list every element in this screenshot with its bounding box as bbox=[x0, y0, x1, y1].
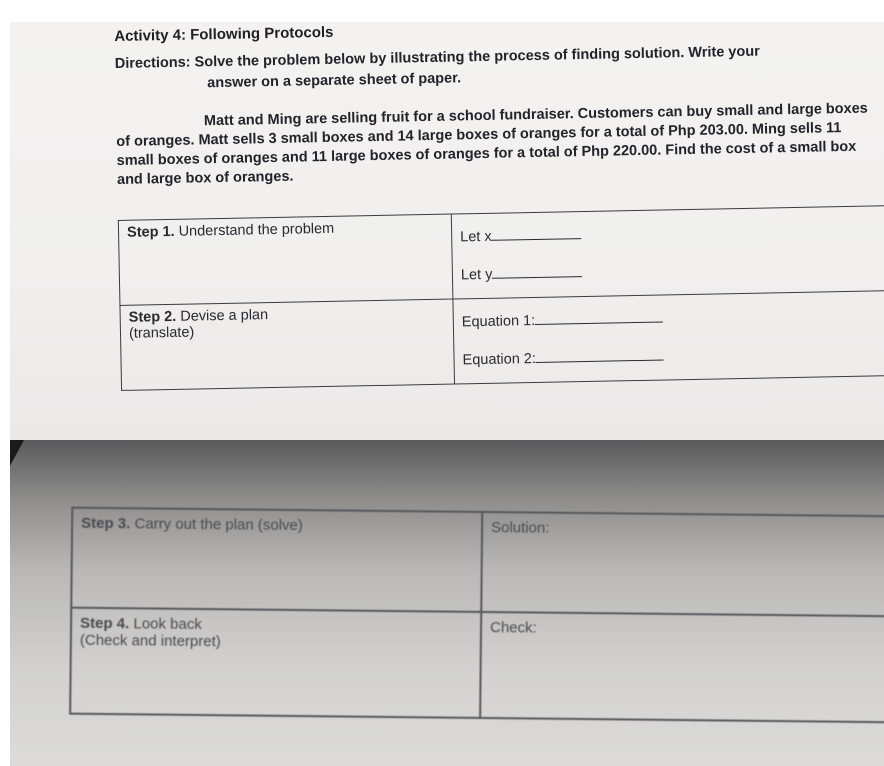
field-label: Equation 1: bbox=[461, 312, 536, 331]
step-label: Carry out the plan (solve) bbox=[134, 515, 303, 535]
problem-statement: Matt and Ming are selling fruit for a school fundraiser. Customers can buy small and large boxes of oranges. Matt sells 3 small boxes and 14 large boxes of oranges for a total of Php 203.00. Ming sells 11 small boxes of oranges and 11 large boxes of oranges for a total of Php 220.00. Find the cost of a small box and large box of oranges. bbox=[116, 100, 868, 188]
step-cell bbox=[120, 299, 455, 390]
steps-table-part1 bbox=[118, 205, 884, 391]
let-y-field[interactable] bbox=[461, 248, 884, 294]
step-number: Step 2. bbox=[128, 308, 177, 326]
activity-title: Activity 4: Following Protocols bbox=[114, 23, 334, 45]
step-number: Step 1. bbox=[126, 223, 175, 241]
step-sublabel: (translate) bbox=[128, 324, 195, 342]
answer-blank[interactable] bbox=[535, 322, 663, 325]
answer-cell[interactable] bbox=[453, 290, 884, 384]
answer-blank[interactable] bbox=[536, 360, 664, 363]
worksheet-photo-top bbox=[10, 22, 884, 440]
directions-text-line2: answer on a separate sheet of paper. bbox=[207, 70, 462, 92]
directions-text-line1: Solve the problem below by illustrating the process of finding solution. Write your bbox=[194, 43, 760, 71]
directions-label: Directions: bbox=[114, 54, 191, 72]
step-cell bbox=[70, 608, 481, 718]
field-label: Let y bbox=[460, 266, 493, 284]
field-label: Let x bbox=[460, 228, 492, 246]
answer-blank[interactable] bbox=[492, 276, 582, 279]
table-row bbox=[70, 608, 884, 723]
answer-blank[interactable] bbox=[492, 238, 582, 241]
step-label: Understand the problem bbox=[178, 220, 335, 240]
step-cell bbox=[71, 508, 482, 612]
check-label: Check: bbox=[489, 619, 537, 637]
step-cell bbox=[118, 214, 453, 305]
step-label: Devise a plan bbox=[180, 307, 269, 325]
step-number: Step 4. bbox=[79, 614, 130, 633]
equation-2-field[interactable] bbox=[462, 333, 884, 379]
answer-cell[interactable] bbox=[451, 206, 884, 300]
field-label: Equation 2: bbox=[462, 350, 537, 369]
step-sublabel: (Check and interpret) bbox=[79, 631, 221, 651]
solution-cell[interactable] bbox=[481, 512, 884, 616]
table-row bbox=[120, 290, 884, 390]
steps-table-part2 bbox=[69, 507, 884, 724]
step-number: Step 3. bbox=[81, 514, 131, 533]
solution-label: Solution: bbox=[491, 519, 550, 537]
worksheet-photo-bottom bbox=[10, 440, 884, 766]
check-cell[interactable] bbox=[480, 612, 884, 722]
directions bbox=[115, 39, 876, 96]
table-row bbox=[118, 206, 884, 306]
table-row bbox=[71, 508, 884, 617]
step-label: Look back bbox=[133, 615, 202, 634]
